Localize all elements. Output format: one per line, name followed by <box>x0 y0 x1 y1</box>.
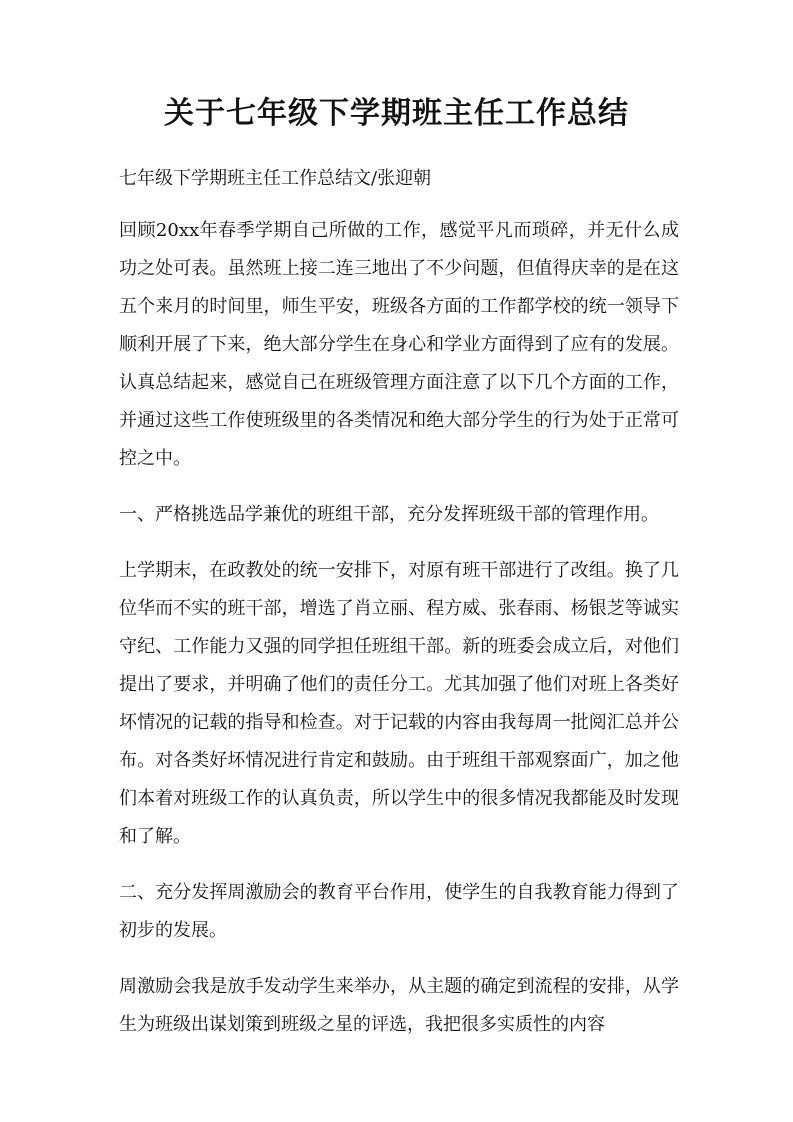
paragraph-intro: 回顾20xx年春季学期自己所做的工作，感觉平凡而琐碎，并无什么成功之处可表。虽然班上接二连三地出了不少问题，但值得庆幸的是在这五个来月的时间里，师生平安，班级各方面的工作都学校的统一领导下顺利开展了下来，绝大部分学生在身心和学业方面得到了应有的发展。认真总结起来，感觉自己在班级管理方面注意了以下几个方面的工作，并通过这些工作使班级里的各类情况和绝大部分学生的行为处于正常可控之中。 <box>119 220 679 469</box>
section-heading-2: 二、充分发挥周激励会的教育平台作用，使学生的自我教育能力得到了初步的发展。 <box>119 882 679 941</box>
document-title: 关于七年级下学期班主任工作总结 <box>164 96 629 131</box>
document-subtitle: 七年级下学期班主任工作总结文/张迎朝 <box>119 168 432 189</box>
paragraph-section-2: 周激励会我是放手发动学生来举办，从主题的确定到流程的安排，从学生为班级出谋划策到班级之星的评选，我把很多实质性的内容 <box>119 976 679 1035</box>
paragraph-section-1: 上学期末，在政教处的统一安排下，对原有班干部进行了改组。换了几位华而不实的班干部，增选了肖立丽、程方威、张春雨、杨银芝等诚实守纪、工作能力又强的同学担任班组干部。新的班委会成立后，对他们提出了要求，并明确了他们的责任分工。尤其加强了他们对班上各类好坏情况的记载的指导和检查。对于记载的内容由我每周一批阅汇总并公布。对各类好坏情况进行肯定和鼓励。由于班组干部观察面广，加之他们本着对班级工作的认真负责，所以学生中的很多情况我都能及时发现和了解。 <box>119 560 679 847</box>
section-heading-1: 一、严格挑选品学兼优的班组干部，充分发挥班级干部的管理作用。 <box>119 504 659 525</box>
document-body <box>119 160 679 1062</box>
